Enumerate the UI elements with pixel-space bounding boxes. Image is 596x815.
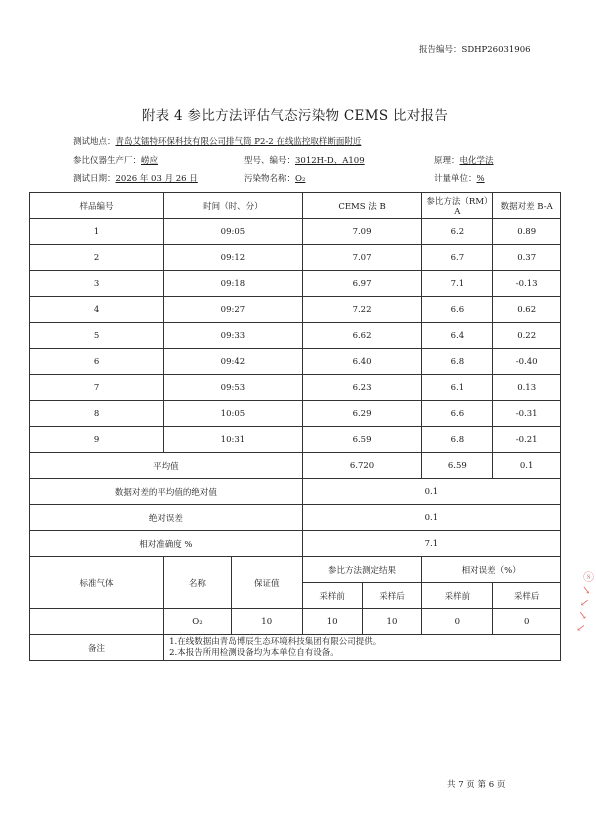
test-date-value: 2026 年 03 月 26 日	[115, 174, 198, 184]
diff-cell: -0.40	[493, 349, 561, 375]
test-site	[73, 135, 361, 147]
comparison-table	[29, 192, 561, 661]
time-cell: 09:12	[164, 245, 303, 271]
time-cell: 10:31	[164, 427, 303, 453]
diff-cell: 0.37	[493, 245, 561, 271]
time-cell: 09:05	[164, 219, 303, 245]
table-row	[30, 323, 561, 349]
err-before-header: 采样前	[422, 583, 493, 609]
table-row	[30, 271, 561, 297]
page-title: 附表 4 参比方法评估气态污染物 CEMS 比对报告	[141, 108, 449, 124]
rm-cell: 6.8	[422, 427, 493, 453]
time-cell: 09:33	[164, 323, 303, 349]
sample-no-cell: 1	[30, 219, 164, 245]
diff-cell: -0.13	[493, 271, 561, 297]
rm-cell: 7.1	[422, 271, 493, 297]
report-number: 报告编号：SDHP26031906	[419, 45, 531, 55]
sample-no-cell: 8	[30, 401, 164, 427]
diff-cell: -0.21	[493, 427, 561, 453]
pollutant	[244, 172, 305, 184]
err-after-header: 采样后	[493, 583, 561, 609]
test-date	[73, 172, 198, 184]
abs-mean-diff-value: 0.1	[302, 479, 560, 505]
unit-value: %	[476, 174, 485, 184]
remarks-row	[30, 635, 561, 661]
abs-error-value: 0.1	[302, 505, 560, 531]
std-gas-err-before: 0	[422, 609, 493, 635]
diff-cell: -0.31	[493, 401, 561, 427]
average-rm: 6.59	[422, 453, 493, 479]
header-rm: 参比方法（RM）A	[422, 193, 493, 219]
header-time: 时间（时、分）	[164, 193, 303, 219]
pollutant-value: O₂	[295, 174, 306, 184]
time-cell: 09:27	[164, 297, 303, 323]
sample-no-cell: 5	[30, 323, 164, 349]
remarks-label: 备注	[30, 635, 164, 661]
rm-cell: 6.1	[422, 375, 493, 401]
principle	[434, 154, 494, 166]
test-date-label: 测试日期：	[73, 174, 116, 184]
table-row	[30, 297, 561, 323]
std-gas-result-before: 10	[302, 609, 362, 635]
std-gas-err-after: 0	[493, 609, 561, 635]
rm-cell: 6.6	[422, 297, 493, 323]
table-row	[30, 219, 561, 245]
time-cell: 09:42	[164, 349, 303, 375]
header-diff: 数据对差 B-A	[493, 193, 561, 219]
result-after-header: 采样后	[362, 583, 422, 609]
average-cems: 6.720	[302, 453, 422, 479]
rm-cell: 6.6	[422, 401, 493, 427]
rm-cell: 6.7	[422, 245, 493, 271]
average-diff: 0.1	[493, 453, 561, 479]
relative-accuracy-label: 相对准确度 %	[30, 531, 303, 557]
rm-cell: 6.2	[422, 219, 493, 245]
sample-no-cell: 9	[30, 427, 164, 453]
table-row	[30, 245, 561, 271]
cems-cell: 6.40	[302, 349, 422, 375]
relative-accuracy-row	[30, 531, 561, 557]
std-gas-name-header: 名称	[164, 557, 232, 609]
time-cell: 09:53	[164, 375, 303, 401]
test-site-label: 测试地点：	[73, 137, 116, 147]
red-seal-mark: ⓢ ↗ ↘ ↗ ↘	[573, 570, 596, 634]
header-sample-no: 样品编号	[30, 193, 164, 219]
diff-cell: 0.13	[493, 375, 561, 401]
sample-no-cell: 6	[30, 349, 164, 375]
diff-cell: 0.62	[493, 297, 561, 323]
time-cell: 10:05	[164, 401, 303, 427]
unit-label: 计量单位：	[434, 174, 477, 184]
rm-cell: 6.4	[422, 323, 493, 349]
instrument-maker	[73, 154, 158, 166]
abs-error-row	[30, 505, 561, 531]
table-row	[30, 427, 561, 453]
std-gas-empty-cell	[30, 609, 164, 635]
std-gas-header-row	[30, 557, 561, 583]
sample-no-cell: 3	[30, 271, 164, 297]
abs-error-label: 绝对误差	[30, 505, 303, 531]
abs-mean-diff-row	[30, 479, 561, 505]
instrument-maker-label: 参比仪器生产厂：	[73, 156, 142, 166]
cems-cell: 7.22	[302, 297, 422, 323]
page-number: 共 7 页 第 6 页	[447, 780, 506, 790]
diff-cell: 0.22	[493, 323, 561, 349]
std-gas-result-after: 10	[362, 609, 422, 635]
table-row	[30, 375, 561, 401]
table-header-row	[30, 193, 561, 219]
header-cems: CEMS 法 B	[302, 193, 422, 219]
cems-cell: 7.09	[302, 219, 422, 245]
std-gas-value-row	[30, 609, 561, 635]
std-gas-label: 标准气体	[30, 557, 164, 609]
std-gas-rel-err-header: 相对误差（%）	[422, 557, 561, 583]
model-number-label: 型号、编号：	[244, 156, 296, 166]
relative-accuracy-value: 7.1	[302, 531, 560, 557]
average-label: 平均值	[30, 453, 303, 479]
cems-cell: 6.59	[302, 427, 422, 453]
instrument-maker-value: 崂应	[141, 156, 159, 166]
sample-no-cell: 7	[30, 375, 164, 401]
table-row	[30, 401, 561, 427]
cems-cell: 6.62	[302, 323, 422, 349]
sample-no-cell: 2	[30, 245, 164, 271]
time-cell: 09:18	[164, 271, 303, 297]
std-gas-name: O₂	[164, 609, 232, 635]
abs-mean-diff-label: 数据对差的平均值的绝对值	[30, 479, 303, 505]
sample-no-cell: 4	[30, 297, 164, 323]
test-site-value: 青岛艾镭特环保科技有限公司排气筒 P2-2 在线监控取样断面附近	[115, 137, 362, 147]
model-number	[244, 154, 365, 166]
rm-cell: 6.8	[422, 349, 493, 375]
average-row	[30, 453, 561, 479]
remark-line-1: 1.在线数据由青岛博辰生态环境科技集团有限公司提供。	[169, 636, 382, 647]
pollutant-label: 污染物名称：	[244, 174, 296, 184]
model-number-value: 3012H-D、A109	[295, 156, 365, 166]
principle-value: 电化学法	[459, 156, 494, 166]
table-row	[30, 349, 561, 375]
cems-cell: 6.23	[302, 375, 422, 401]
cems-cell: 6.29	[302, 401, 422, 427]
remark-line-2: 2.本报告所用检测设备均为本单位自有设备。	[169, 647, 339, 658]
diff-cell: 0.89	[493, 219, 561, 245]
std-gas-result-header: 参比方法测定结果	[302, 557, 422, 583]
principle-label: 原理：	[434, 156, 460, 166]
std-gas-cert-header: 保证值	[231, 557, 302, 609]
remarks-content	[164, 635, 561, 661]
result-before-header: 采样前	[302, 583, 362, 609]
cems-cell: 6.97	[302, 271, 422, 297]
unit	[434, 172, 485, 184]
cems-cell: 7.07	[302, 245, 422, 271]
std-gas-cert: 10	[231, 609, 302, 635]
